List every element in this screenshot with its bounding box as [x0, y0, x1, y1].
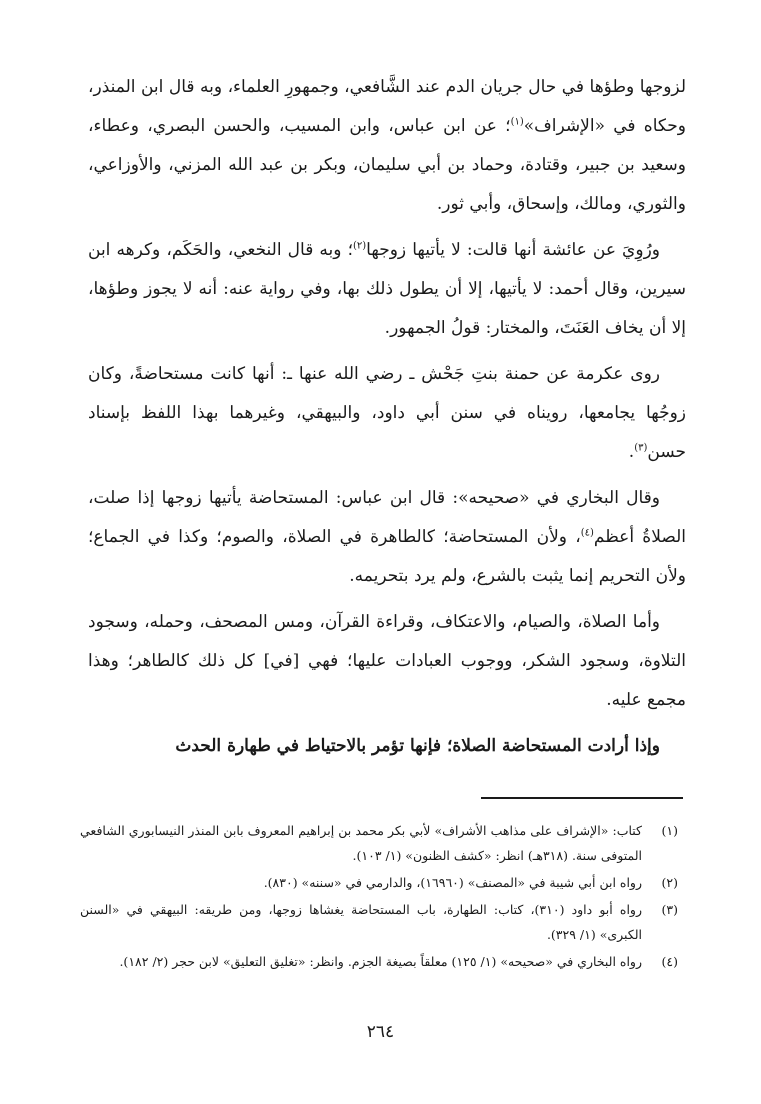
footnote-2: (٢) رواه ابن أبي شيبة في «المصنف» (١٦٩٦٠)، والدارمي في «سننه» (٨٣٠). [263, 875, 678, 890]
paragraph-6-bold: وإذا أرادت المستحاضة الصلاة؛ فإنها تؤمر بالاحتياط في طهارة الحدث [175, 736, 660, 756]
footnote-ref-2[interactable]: (٢) [352, 240, 367, 252]
footnote-ref-1[interactable]: (١) [510, 116, 524, 128]
footnote-divider [481, 797, 683, 799]
footnote-ref-4[interactable]: (٤) [580, 527, 594, 539]
footnote-1: (١) كتاب: «الإشراف على مذاهب الأشراف» لأبي بكر محمد بن إبراهيم المعروف بابن المنذر النيسابوري الشافعي المتوفى سنة. (٣١٨هـ) انظر: «كشف الظنون» (١/ ١٠٣). [80, 823, 678, 863]
paragraph-4: وقال البخاري في «صحيحه»: قال ابن عباس: المستحاضة يأتيها زوجها إذا صلت، الصلاةُ أعظم$^{(٤)}$، ولأن المستحاضة؛ كالطاهرة في الصلاة، والصوم؛ وكذا في الجماع؛ ولأن التحريم إنما يثبت بالشرع، ولم يرد بتحريمه. [88, 488, 686, 586]
footnote-ref-3[interactable]: (٣) [634, 442, 648, 454]
footnote-3: (٣) رواه أبو داود (٣١٠)، كتاب: الطهارة، باب المستحاضة يغشاها زوجها، ومن طريقه: البيهقي في «السنن الكبرى» (١/ ٣٢٩). [80, 902, 678, 942]
paragraph-2: ورُوِيَ عن عائشة أنها قالت: لا يأتيها زوجها$^{(٢)}$؛ وبه قال النخعي، والحَكَم، وكرهه ابن سيرين، وقال أحمد: لا يأتيها، إلا أن يطول ذلك بها، وفي رواية عنه: أنه لا يجوز وطؤها، إلا أن يخاف العَنَتَ، والمختار: قولُ الجمهور. [88, 240, 686, 338]
main-text [88, 68, 686, 773]
paragraph-1: لزوجها وطؤها في حال جريان الدم عند الشَّافعي، وجمهورِ العلماء، وبه قال ابن المنذر، وحكاه في «الإشراف»$^{(١)}$؛ عن ابن عباس، وابن المسيب، والحسن البصري، وعطاء، وسعيد بن جبير، وقتادة، وحماد بن أبي سليمان، وبكر بن عبد الله المزني، والأوزاعي، والثوري، ومالك، وإسحاق، وأبي ثور. [88, 77, 686, 214]
footnote-4: (٤) رواه البخاري في «صحيحه» (١/ ١٢٥) معلقاً بصيغة الجزم. وانظر: «تغليق التعليق» لابن حجر (٢/ ١٨٢). [119, 954, 678, 969]
footnotes [80, 818, 678, 976]
paragraph-5: وأما الصلاة، والصيام، والاعتكاف، وقراءة القرآن، ومس المصحف، وحمله، وسجود التلاوة، وسجود الشكر، ووجوب العبادات عليها؛ فهي [في] كل ذلك كالطاهر؛ وهذا مجمع عليه. [88, 612, 686, 710]
page-number: ٢٦٤ [366, 1022, 395, 1042]
paragraph-3: روى عكرمة عن حمنة بنتِ جَحْش ـ رضي الله عنها ـ: أنها كانت مستحاضةً، وكان زوجُها يجامعها، رويناه في سنن أبي داود، والبيهقي، وغيرهما بهذا اللفظ بإسناد حسن$^{(٣)}$. [88, 364, 686, 462]
